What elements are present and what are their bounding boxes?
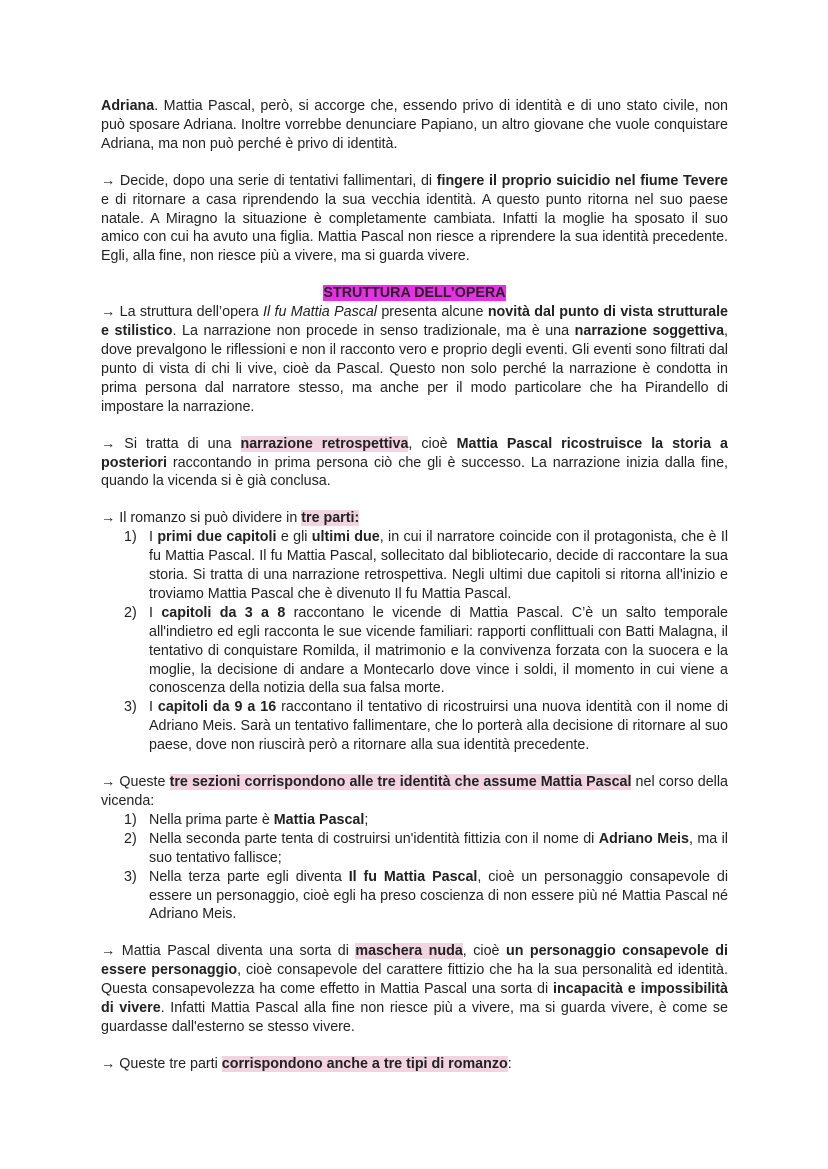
bold-term: Mattia Pascal ricostruisce la storia a posteriori — [101, 435, 728, 471]
bold-term: capitoli da 3 a 8 — [161, 604, 286, 621]
text-run: , cioè — [462, 943, 506, 960]
text-run: → Mattia Pascal diventa una sorta di — [101, 943, 356, 960]
text-run: : — [507, 1055, 512, 1072]
italic-title: Il fu Mattia Pascal — [263, 304, 377, 321]
paragraph-maschera-nuda — [101, 942, 728, 1037]
bold-term: Il fu Mattia Pascal — [348, 868, 478, 885]
section-heading-row — [101, 284, 728, 303]
highlighted-term: corrispondono anche a tre tipi di romanzo — [221, 1055, 508, 1072]
list-number: 2) — [124, 604, 137, 621]
bold-term: capitoli da 9 a 16 — [157, 699, 277, 716]
bold-term: Mattia Pascal — [273, 811, 365, 828]
text-run: presenta alcune — [377, 304, 488, 321]
highlighted-term: tre parti: — [301, 510, 360, 527]
text-run: . Infatti Mattia Pascal alla fine non riesce più a vivere, ma si guarda vivere, è come se guardasse dall'esterno se stesso vivere. — [101, 1000, 728, 1035]
text-run: , dove prevalgono le riflessioni e non il racconto vero e proprio degli eventi. Gli eventi sono filtrati dal punto di vista di chi li vive, cioè da Pascal. Questo non solo perché la narrazione è condotta in prima persona dal narratore stesso, ma anche per il modo particolare che ha Pirandello di impostare la narrazione. — [101, 323, 728, 415]
bold-term: novità dal punto di vista strutturale e stilistico — [101, 304, 728, 340]
highlighted-term: narrazione retrospettiva — [240, 435, 409, 452]
text-run: → Queste — [101, 774, 170, 791]
list-item: 2) I capitoli da 3 a 8 raccontano le vicende di Mattia Pascal. C’è un salto temporale all'indietro ed egli racconta le sue vicende familiari: rapporti conflittuali con Batti Malagna, il tentativo di conquistare Romilda, il matrimonio e la convivenza forzata con la suocera e la moglie, la decisione di andare a Montecarlo dove vince i soldi, il momento in cui viene a conoscenza della notizia della sua falsa morte. — [124, 604, 728, 697]
text-run: raccontando in prima persona ciò che gli è successo. La narrazione inizia dalla fine, quando la vicenda si è già conclusa. — [101, 454, 728, 490]
list-item: 1) I primi due capitoli e gli ultimi due, in cui il narratore coincide con il protagonista, che è Il fu Mattia Pascal. Il fu Mattia Pascal, sollecitato dal bibliotecario, decide di raccontare la sua storia. Si tratta di una narrazione retrospettiva. Negli ultimi due capitoli si ritorna all'inizio e troviamo Mattia Pascal che è divenuto Il fu Mattia Pascal. — [124, 529, 729, 602]
highlighted-term: tre sezioni corrispondono alle tre identità che assume Mattia Pascal — [169, 774, 632, 791]
paragraph-tre-sezioni — [101, 773, 728, 811]
paragraph-struttura — [101, 303, 728, 416]
bold-term: Adriana — [101, 98, 155, 114]
text-run: , cioè — [408, 435, 457, 452]
text-run: → Si tratta di una — [101, 435, 241, 452]
bold-term: fingere il proprio suicidio nel fiume Tevere — [436, 172, 728, 189]
paragraph-adriana — [101, 97, 728, 154]
text-run: → Il romanzo si può dividere in — [101, 510, 302, 527]
bold-term: narrazione soggettiva — [574, 323, 725, 340]
text-run: . Mattia Pascal, però, si accorge che, essendo privo di identità e di uno stato civile, non può sposare Adriana. Inoltre vorrebbe denunciare Papiano, un altro giovane che vuole conquistare Adriana, ma non può perché è privo di identità. — [101, 98, 728, 152]
highlighted-term: maschera nuda — [355, 943, 463, 960]
section-heading: STRUTTURA DELL’OPERA — [323, 285, 506, 302]
text-run: nel corso della vicenda: — [101, 774, 728, 809]
list-number: 2) — [124, 830, 137, 847]
paragraph-retrospettiva — [101, 435, 728, 492]
bold-term: ultimi due — [311, 529, 380, 546]
list-number: 1) — [124, 529, 137, 546]
bold-term: primi due capitoli — [157, 529, 277, 546]
text-run: . La narrazione non procede in senso tradizionale, ma è una — [172, 323, 575, 340]
list-number: 3) — [124, 699, 137, 716]
list-item: 1) Nella prima parte è Mattia Pascal; — [124, 811, 369, 828]
paragraph-suicidio — [101, 172, 728, 267]
text-run: → Queste tre parti — [101, 1055, 222, 1072]
list-item: 3) Nella terza parte egli diventa Il fu Mattia Pascal, cioè un personaggio consapevole di essere un personaggio, cioè egli ha preso coscienza di non essere più né Mattia Pascal né Adriano Meis. — [124, 868, 728, 923]
text-run: → La struttura dell’opera — [101, 304, 264, 321]
bold-term: Adriano Meis — [598, 830, 689, 847]
list-number: 3) — [124, 868, 137, 885]
text-run: → Decide, dopo una serie di tentativi fallimentari, di — [101, 172, 437, 189]
list-number: 1) — [124, 811, 137, 828]
paragraph-tre-parti — [101, 509, 728, 528]
text-run: , cioè consapevole del carattere fittizio che ha la sua personalità ed identità. Questa consapevolezza ha come effetto in Mattia Pascal una sorta di — [101, 962, 728, 998]
parts-list — [101, 528, 728, 755]
text-run: e di ritornare a casa riprendendo la sua vecchia identità. A questo punto ritorna nel suo paese natale. A Miragno la situazione è completamente cambiata. Infatti la moglie ha sposato il suo amico con cui ha avuto una figlia. Mattia Pascal non riesce a riprendere la sua identità precedente. Egli, alla fine, non riesce più a vivere, ma si guarda vivere. — [101, 191, 728, 265]
identities-list — [101, 811, 728, 924]
bold-term: incapacità e impossibilità di vivere — [101, 981, 728, 1017]
bold-term: un personaggio consapevole di essere personaggio — [101, 943, 728, 979]
paragraph-tipi-romanzo — [101, 1055, 728, 1074]
list-item: 3) I capitoli da 9 a 16 raccontano il tentativo di ricostruirsi una nuova identità con il nome di Adriano Meis. Sarà un tentativo fallimentare, che lo porterà alla decisione di ritornare al suo paese, dove non riuscirà però a ritornare alla sua identità precedente. — [124, 699, 728, 754]
list-item: 2) Nella seconda parte tenta di costruirsi un'identità fittizia con il nome di Adriano Meis, ma il suo tentativo fallisce; — [124, 830, 728, 866]
